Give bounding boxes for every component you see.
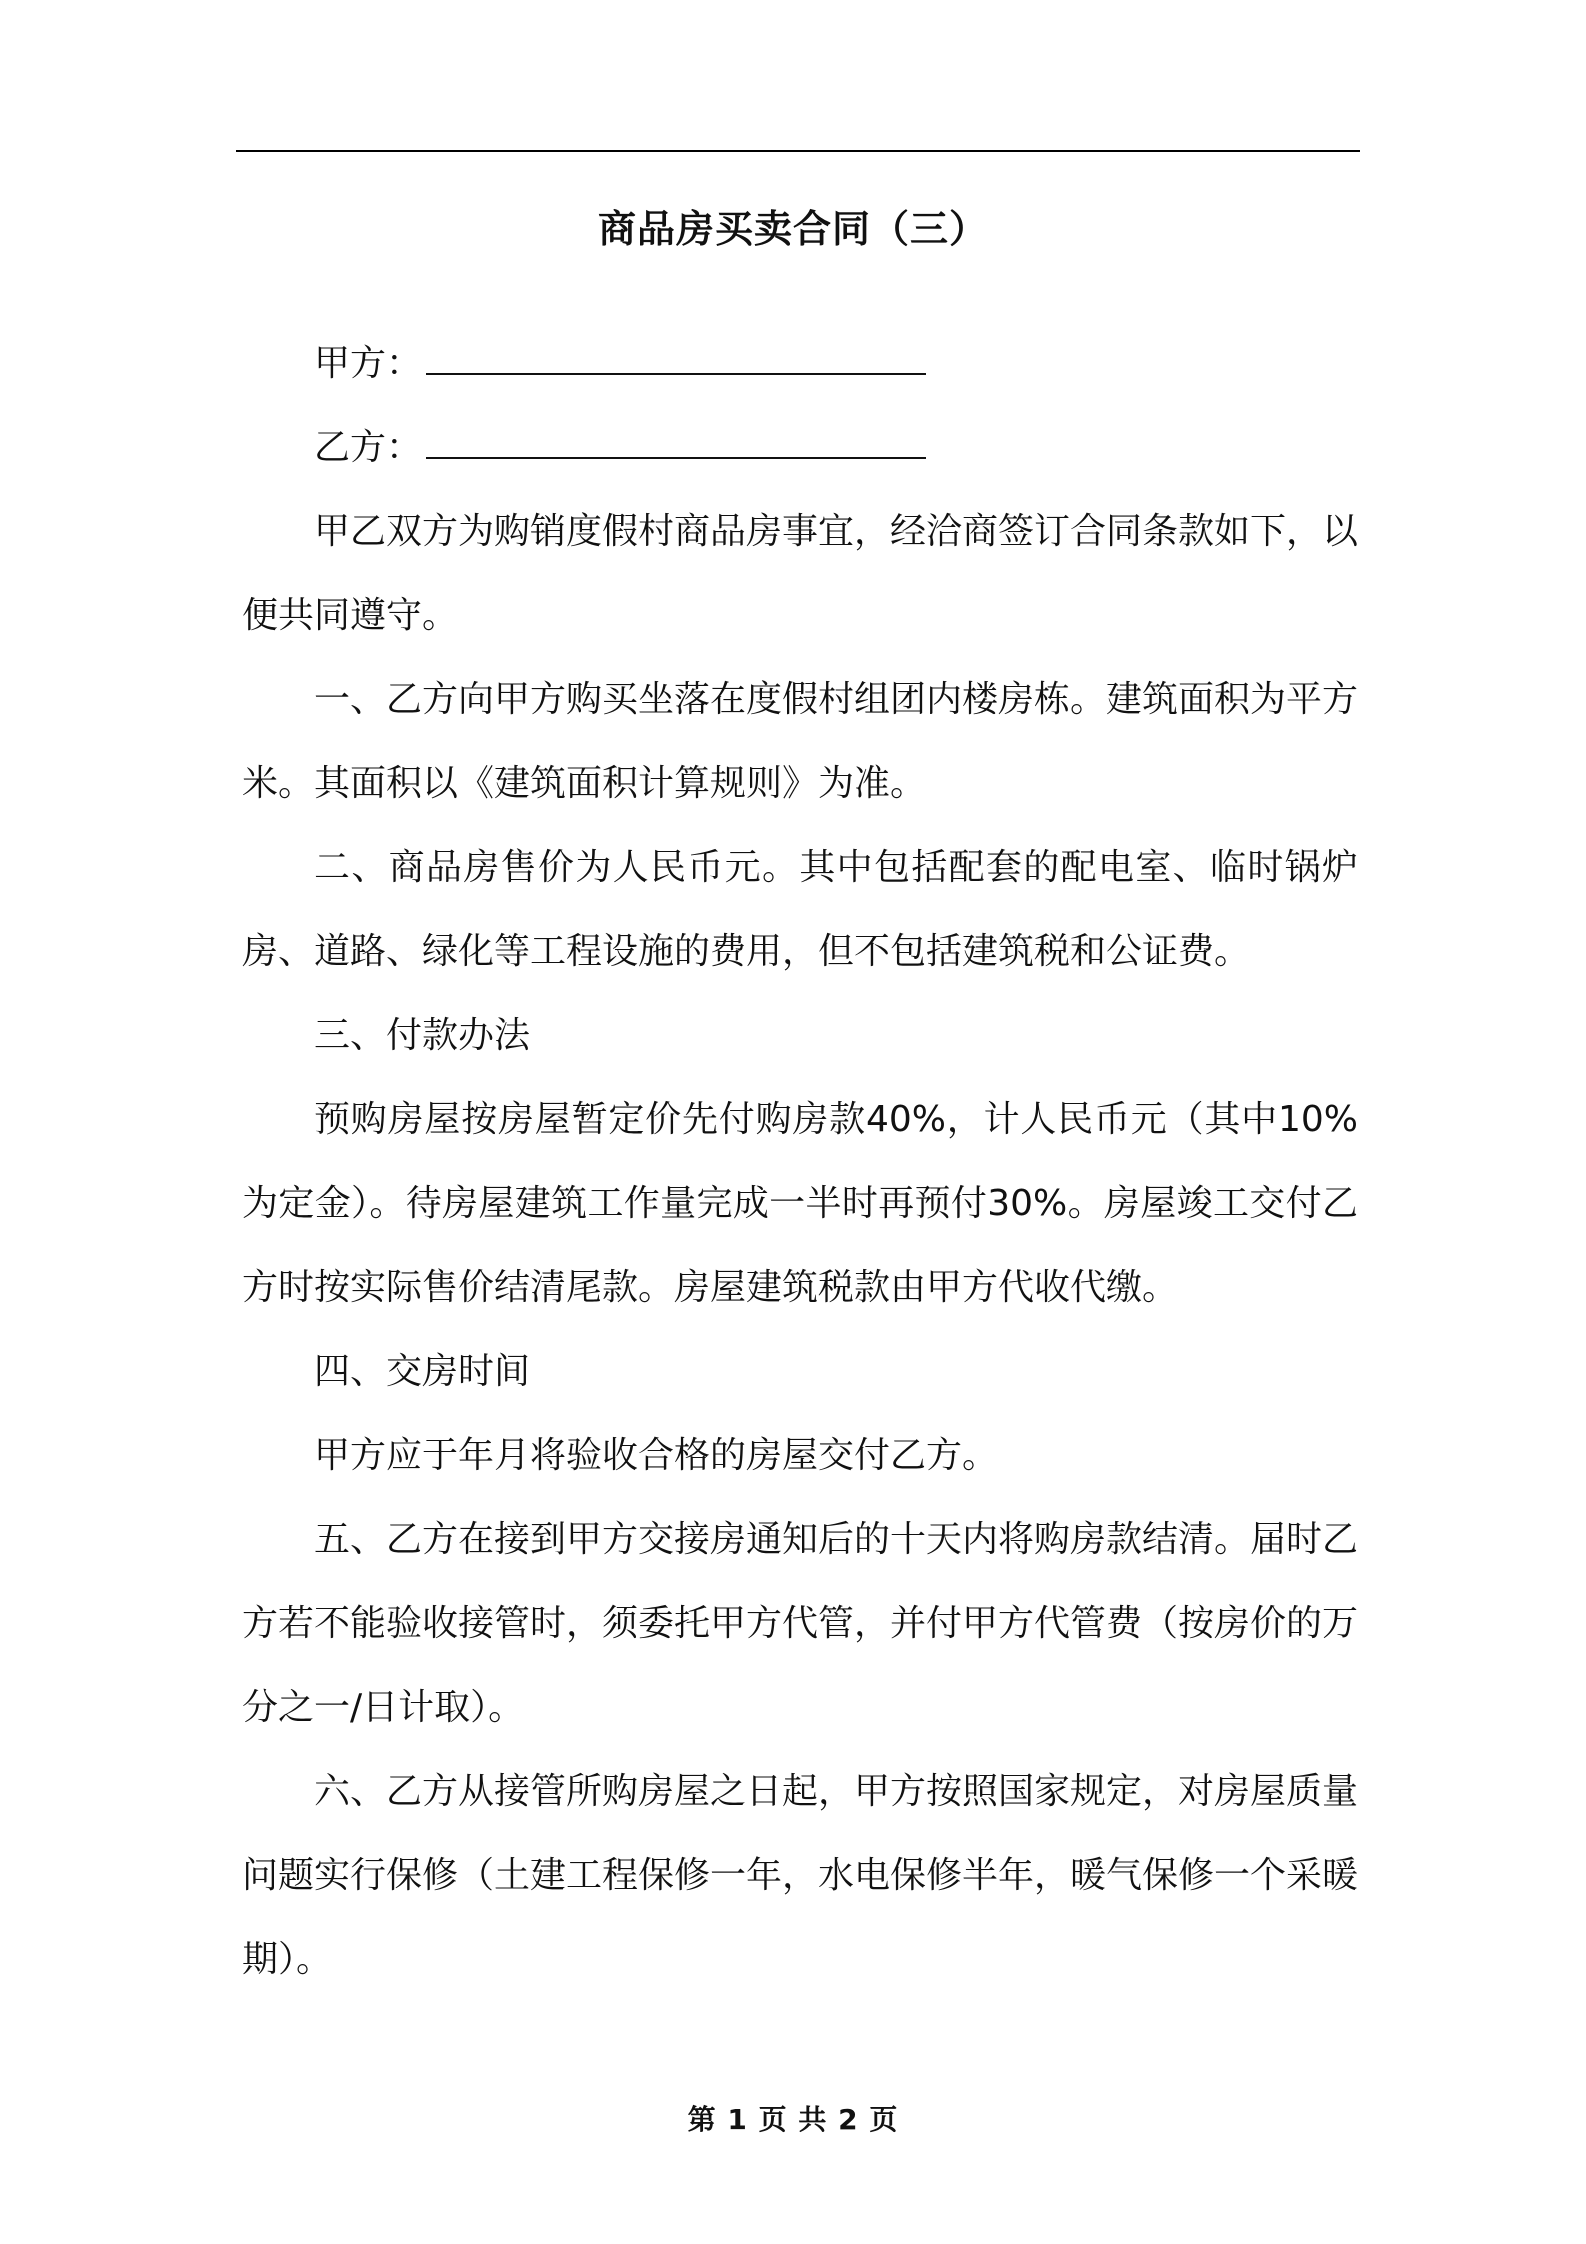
clause-3-heading: 三、付款办法	[314, 1015, 531, 1056]
party-a-line	[242, 322, 1358, 406]
party-b-label: 乙方：	[314, 427, 423, 468]
clause-4-heading: 四、交房时间	[314, 1351, 531, 1392]
clause-4-body: 甲方应于年月将验收合格的房屋交付乙方。	[314, 1435, 999, 1476]
document-body	[242, 322, 1358, 2002]
party-a-label: 甲方：	[314, 343, 423, 384]
party-b-line	[242, 406, 1358, 490]
party-a-blank	[426, 337, 926, 375]
clause-1: 一、乙方向甲方购买坐落在度假村组团内楼房栋。建筑面积为平方米。其面积以《建筑面积计算规则》为准。	[242, 679, 1359, 804]
document-title: 商品房买卖合同（三）	[597, 207, 988, 251]
clause-2: 二、商品房售价为人民币元。其中包括配套的配电室、临时锅炉房、道路、绿化等工程设施的费用，但不包括建筑税和公证费。	[242, 847, 1358, 972]
clause-3-body: 预购房屋按房屋暂定价先付购房款40%，计人民币元（其中10%为定金）。待房屋建筑工作量完成一半时再预付30%。房屋竣工交付乙方时按实际售价结清尾款。房屋建筑税款由甲方代收代缴。	[242, 1099, 1358, 1308]
header-rule	[236, 150, 1360, 152]
clause-6: 六、乙方从接管所购房屋之日起，甲方按照国家规定，对房屋质量问题实行保修（土建工程保修一年，水电保修半年，暖气保修一个采暖期）。	[242, 1771, 1359, 1980]
clause-5: 五、乙方在接到甲方交接房通知后的十天内将购房款结清。届时乙方若不能验收接管时，须委托甲方代管，并付甲方代管费（按房价的万分之一/日计取）。	[242, 1519, 1359, 1728]
party-b-blank	[426, 421, 926, 459]
intro-paragraph: 甲乙双方为购销度假村商品房事宜，经洽商签订合同条款如下，以便共同遵守。	[242, 511, 1359, 636]
page-number: 第 1 页 共 2 页	[687, 2103, 899, 2136]
